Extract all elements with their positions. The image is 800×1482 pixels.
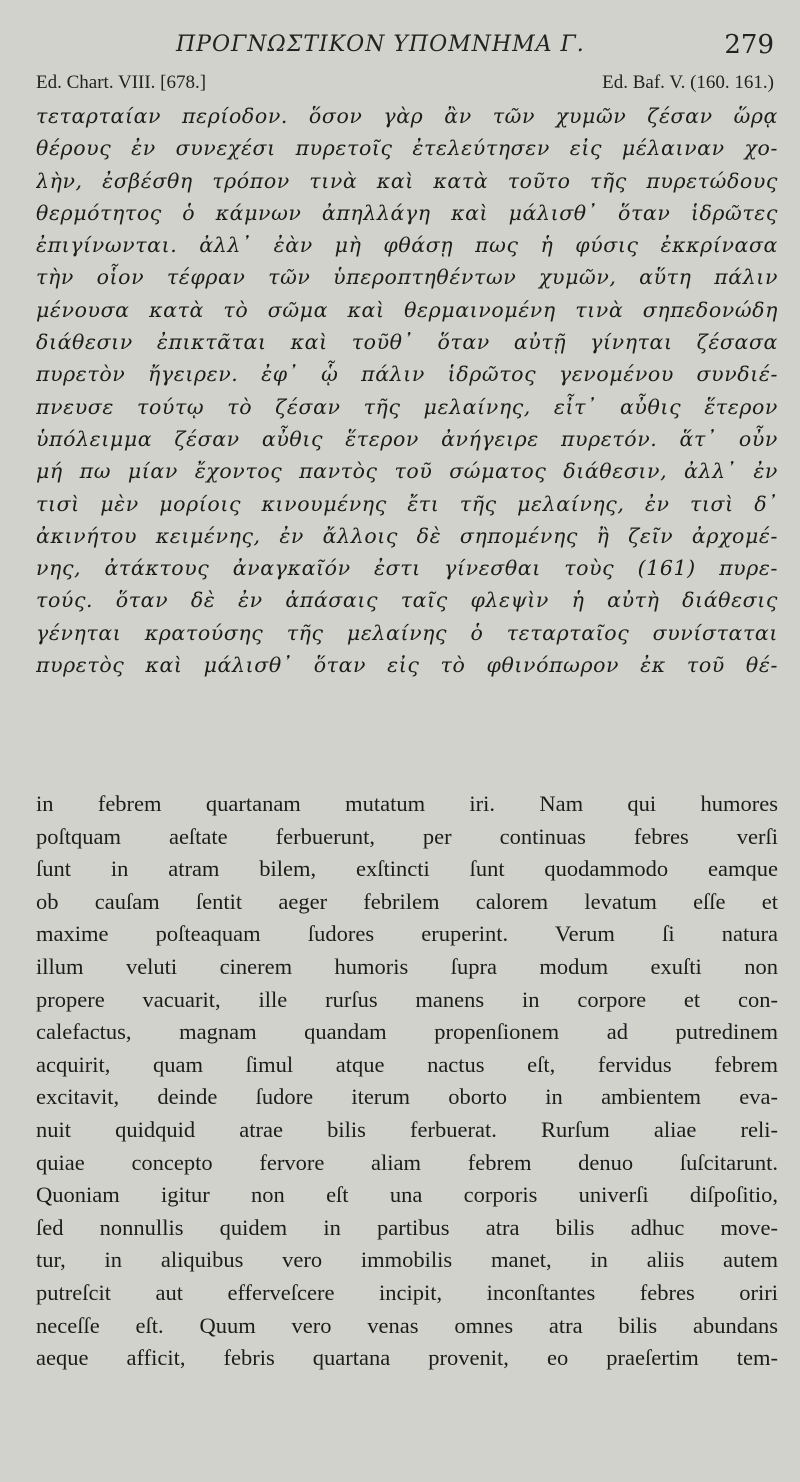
- latin-line: poſtquam aeſtate ferbuerunt, per continuas febres verſi: [36, 823, 778, 849]
- edition-ref-basel: Ed. Baf. V. (160. 161.): [602, 72, 774, 93]
- latin-line: acquirit, quam ſimul atque nactus eſt, fervidus febrem: [36, 1051, 778, 1077]
- latin-line: ſed nonnullis quidem in partibus atra bilis adhuc move-: [36, 1214, 778, 1240]
- greek-line: τὴν οἷον τέφραν τῶν ὑπεροπτηθέντων χυμῶν, αὕτη πάλιν: [36, 265, 778, 290]
- greek-line: πυρετὸς καὶ μάλισθ᾽ ὅταν εἰς τὸ φθινόπωρον ἐκ τοῦ θέ-: [36, 653, 778, 678]
- greek-line: ἐπιγίνωνται. ἀλλ᾽ ἐὰν μὴ φθάσῃ πως ἡ φύσις ἐκκρίνασα: [36, 233, 778, 258]
- page-number: 279: [724, 30, 774, 60]
- running-title: ΠΡΟΓΝΩΣΤΙΚΟΝ ΥΠΟΜΝΗΜΑ Γ.: [176, 32, 585, 57]
- latin-line: Quoniam igitur non eſt una corporis univerſi diſpoſitio,: [36, 1182, 778, 1208]
- greek-line: νης, ἀτάκτους ἀναγκαῖόν ἐστι γίνεσθαι τοὺς (161) πυρε-: [36, 556, 778, 581]
- greek-line: λὴν, ἐσβέσθη τρόπον τινὰ καὶ κατὰ τοῦτο τῆς πυρετώδους: [36, 168, 778, 193]
- greek-line: τούς. ὅταν δὲ ἐν ἁπάσαις ταῖς φλεψὶν ἡ αὐτὴ διάθεσις: [36, 588, 778, 613]
- greek-line: ὑπόλειμμα ζέσαν αὖθις ἕτερον ἀνήγειρε πυρετόν. ἅτ᾽ οὖν: [36, 426, 778, 451]
- greek-line: γένηται κρατούσης τῆς μελαίνης ὁ τεταρταῖος συνίσταται: [36, 620, 778, 645]
- latin-line: in febrem quartanam mutatum iri. Nam qui humores: [36, 791, 778, 816]
- latin-line: excitavit, deinde ſudore iterum oborto in ambientem eva-: [36, 1084, 778, 1110]
- greek-line: πνευσε τούτῳ τὸ ζέσαν τῆς μελαίνης, εἶτ᾽ αὖθις ἕτερον: [36, 394, 778, 419]
- greek-line: τεταρταίαν περίοδον. ὅσον γὰρ ἂν τῶν χυμῶν ζέσαν ὥρᾳ: [36, 104, 778, 128]
- latin-line: nuit quidquid atrae bilis ferbuerat. Rurſum aliae reli-: [36, 1116, 778, 1142]
- latin-line: ſunt in atram bilem, exſtincti ſunt quodammodo eamque: [36, 856, 778, 882]
- edition-references: [36, 72, 778, 98]
- greek-line: θέρους ἐν συνεχέσι πυρετοῖς ἐτελεύτησεν εἰς μέλαιναν χο-: [36, 136, 778, 161]
- greek-line: διάθεσιν ἐπικτᾶται καὶ τοῦθ᾽ ὅταν αὐτῇ γίνηται ζέσασα: [36, 330, 778, 355]
- greek-line: πυρετὸν ἤγειρεν. ἐφ᾽ ᾧ πάλιν ἱδρῶτος γενομένου συνδιέ-: [36, 362, 778, 387]
- latin-line: calefactus, magnam quandam propenſionem ad putredinem: [36, 1019, 778, 1045]
- latin-line: aeque afficit, febris quartana provenit, eo praeſertim tem-: [36, 1345, 778, 1371]
- greek-line: τισὶ μὲν μορίοις κινουμένης ἔτι τῆς μελαίνης, ἐν τισὶ δ᾽: [36, 491, 778, 516]
- latin-line: ob cauſam ſentit aeger febrilem calorem levatum eſſe et: [36, 888, 778, 914]
- edition-ref-chartier: Ed. Chart. VIII. [678.]: [36, 72, 207, 93]
- latin-line: neceſſe eſt. Quum vero venas omnes atra bilis abundans: [36, 1312, 778, 1338]
- latin-text-block: [36, 788, 778, 1375]
- latin-line: putreſcit aut efferveſcere incipit, inconſtantes febres oriri: [36, 1279, 778, 1305]
- latin-line: quiae concepto fervore aliam febrem denuo ſuſcitarunt.: [36, 1149, 778, 1175]
- greek-text-block: [36, 100, 778, 681]
- latin-line: propere vacuarit, ille rurſus manens in corpore et con-: [36, 986, 778, 1012]
- greek-line: μή πω μίαν ἔχοντος παντὸς τοῦ σώματος διάθεσιν, ἀλλ᾽ ἐν: [36, 459, 778, 484]
- latin-line: maxime poſteaquam ſudores eruperint. Verum ſi natura: [36, 921, 778, 947]
- greek-line: μένουσα κατὰ τὸ σῶμα καὶ θερμαινομένη τινὰ σηπεδονώδη: [36, 297, 778, 322]
- greek-line: ἀκινήτου κειμένης, ἐν ἄλλοις δὲ σηπομένης ἢ ζεῖν ἀρχομέ-: [36, 523, 778, 548]
- latin-line: illum veluti cinerem humoris ſupra modum exuſti non: [36, 953, 778, 979]
- greek-line: θερμότητος ὁ κάμνων ἀπηλλάγη καὶ μάλισθ᾽ ὅταν ἱδρῶτες: [36, 200, 778, 225]
- running-head: [36, 32, 778, 66]
- latin-line: tur, in aliquibus vero immobilis manet, in aliis autem: [36, 1247, 778, 1273]
